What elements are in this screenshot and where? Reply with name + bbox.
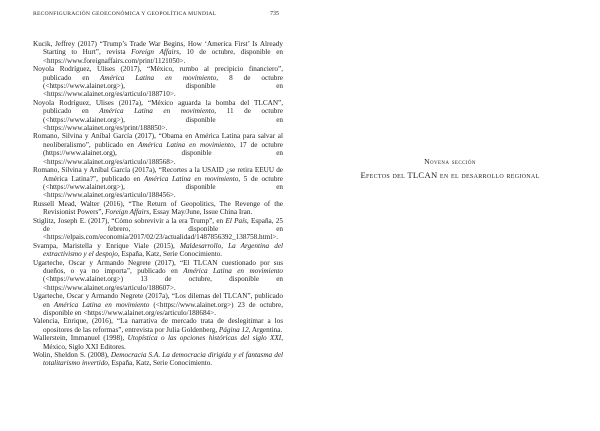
reference-text: , 11 de octubre (<https://www.alainet.org>), disponible en <https://www.alainet.org/es/print/188850>.: [43, 107, 283, 133]
reference-text: Russell Mead, Walter (2016), “The Return of Geopolitics, The Revenge of the Revisionist Powers”,: [33, 199, 283, 217]
reference-entry: [33, 351, 283, 368]
reference-entry: [33, 65, 283, 99]
reference-entry: [33, 334, 283, 351]
reference-text: Noyola Rodríguez, Ulises (2017a), “México aguarda la bomba del TLCAN”, publicado en: [33, 98, 283, 116]
reference-italic-text: América Latina en movimiento: [137, 140, 234, 149]
reference-text: (<https://www.alainet.org>) 23 de octubre, disponible en <https://www.alainet.org/es/articulo/188684>.: [43, 300, 283, 317]
reference-text: , México, Siglo XXI Editores.: [43, 334, 283, 351]
reference-text: Ugarteche, Oscar y Armando Negrete (2017a), “Los dilemas del TLCAN”, publicado en: [33, 292, 283, 309]
reference-italic-text: El País: [225, 216, 247, 225]
reference-text: Romano, Silvina y Aníbal García (2017a), “Recortes a la USAID ¿se retira EEUU de América Latina?”, publicado en: [33, 166, 283, 183]
reference-text: (<https://www.alainet.org>) 13 de octubre, disponible en <https://www.alainet.org/es/articulo/188607>.: [43, 275, 283, 292]
reference-text: Kucik, Jeffrey (2017) “Trump’s Trade War Begins, How ‘America First’ Is Already Starting to Hurt”, revista: [33, 40, 283, 57]
right-page: [300, 0, 600, 431]
reference-entry: [33, 166, 283, 200]
reference-italic-text: Foreign Affairs: [105, 208, 150, 217]
reference-entry: [33, 132, 283, 166]
reference-entry: [33, 292, 283, 317]
reference-italic-text: Democracia S.A. La democracia dirigida y el fantasma del totalitarismo invertido: [43, 351, 284, 368]
reference-text: , España, 25 de febrero, disponible en <https://elpais.com/economia/2017/02/23/actualidad/1487856392_138758.html>.: [43, 216, 283, 242]
reference-italic-text: América Latina en movimiento: [99, 107, 215, 116]
reference-entry: [33, 40, 283, 65]
section-kicker: Novena sección: [424, 157, 476, 166]
section-heading: [300, 157, 600, 180]
reference-entry: [33, 317, 283, 334]
reference-text: Stiglitz, Joseph E. (2017), “Cómo sobrevivir a la era Trump”, en: [33, 216, 226, 225]
reference-italic-text: América Latina en movimiento: [143, 174, 239, 183]
reference-text: , 8 de octubre (<https://www.alainet.org>), disponible en <https://www.alainet.org/es/articulo/188710>.: [43, 73, 283, 99]
reference-text: Wolin, Sheldon S. (2008),: [33, 351, 111, 360]
reference-italic-text: Página 12: [218, 325, 249, 334]
reference-italic-text: América Latina en movimiento: [183, 266, 283, 275]
reference-text: , 5 de octubre (<https://www.alainet.org>), disponible en <https://www.alainet.org/es/articulo/188456>.: [43, 174, 283, 200]
bibliography-list: [33, 40, 283, 368]
reference-italic-text: Maldesarrollo, La Argentina del extractivismo y el despojo: [43, 241, 284, 259]
reference-text: , España, Katz, Serie Conocimiento.: [117, 250, 223, 259]
reference-entry: [33, 259, 283, 293]
reference-entry: [33, 242, 283, 259]
reference-text: , Argentina.: [248, 325, 283, 334]
reference-text: Romano, Silvina y Aníbal García (2017), “Obama en América Latina para salvar al neoliberalismo”, publicado en: [33, 132, 283, 149]
reference-italic-text: América Latina en movimiento: [100, 73, 217, 82]
reference-text: Wallerstein, Immanuel (1998),: [33, 334, 128, 343]
page-number: 735: [270, 11, 279, 17]
reference-entry: [33, 217, 283, 242]
reference-text: , 17 de octubre (https://www.alainet.org), disponible en <https://www.alainet.org/es/articulo/188568>.: [43, 140, 283, 166]
reference-text: , España, Katz, Serie Conocimiento.: [107, 359, 213, 368]
running-head: RECONFIGURACIÓN GEOECONÓMICA Y GEOPOLÍTICA MUNDIAL: [33, 11, 217, 17]
reference-italic-text: Foreign Affairs: [131, 48, 180, 57]
section-title: Efectos del TLCAN en el desarrollo regional: [360, 170, 540, 180]
reference-entry: [33, 99, 283, 133]
reference-italic-text: Utopística o las opciones históricas del siglo XXI: [127, 334, 282, 343]
reference-text: Ugarteche, Oscar y Armando Negrete (2017), “El TLCAN cuestionado por sus dueños, o ya no importa”, publicado en: [33, 258, 283, 275]
reference-text: , 10 de octubre, disponible en <https://www.foreignaffairs.com/print/1121050>.: [43, 48, 284, 65]
reference-text: Noyola Rodríguez, Ulises (2017), “México, rumbo al precipicio financiero”, publicado en: [33, 65, 283, 82]
reference-text: Svampa, Maristella y Enrique Viale (2015),: [33, 241, 180, 250]
reference-text: , Essay May/June, Issue China Iran.: [149, 208, 253, 217]
reference-entry: [33, 200, 283, 217]
reference-text: Valencia, Enrique, (2016), “La narrativa de mercado trata de deslegitimar a los opositores de las reformas”, entrevista por Julia Goldenberg,: [33, 317, 283, 334]
reference-italic-text: América Latina en movimiento: [53, 300, 150, 309]
